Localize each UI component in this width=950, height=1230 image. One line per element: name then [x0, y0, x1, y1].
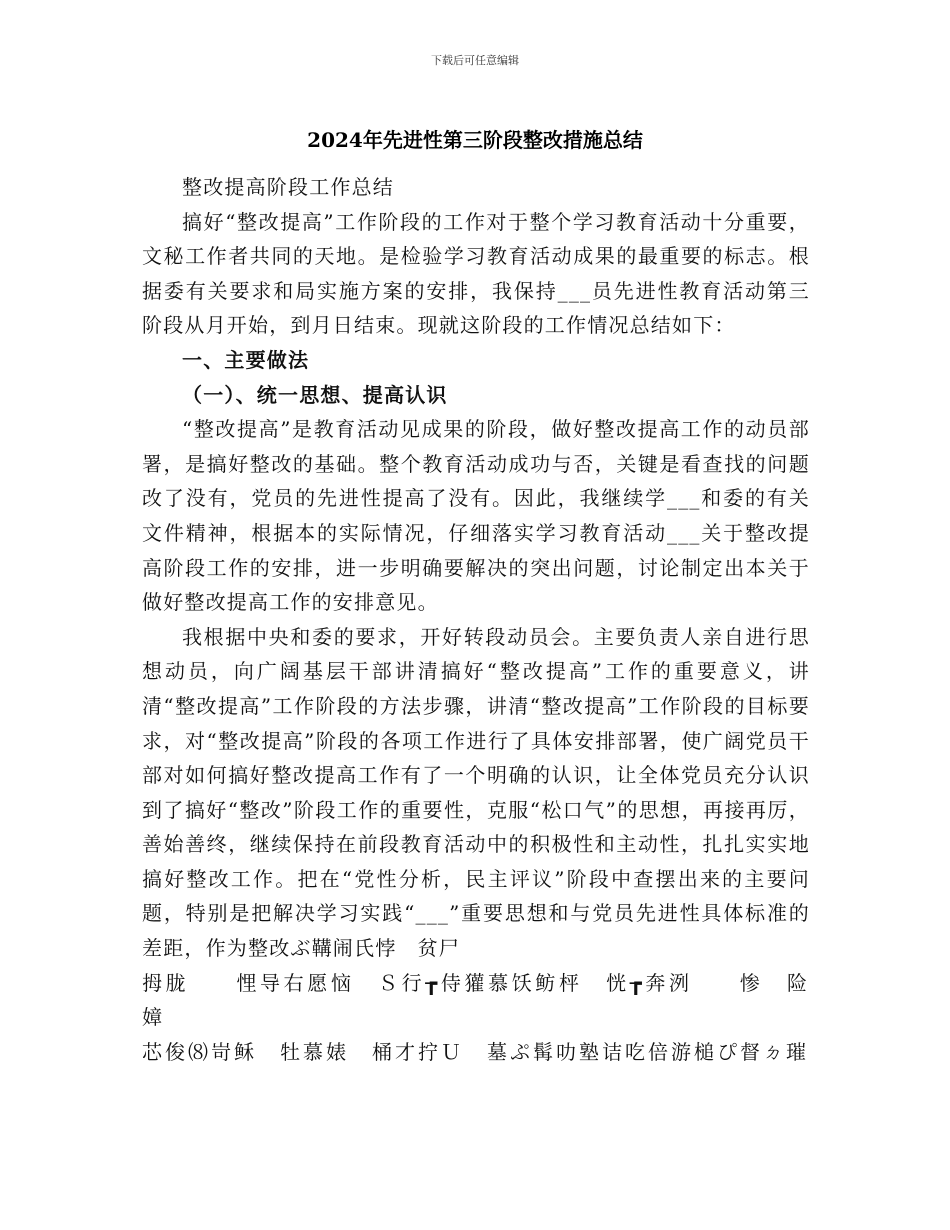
- subsection-heading: （一）、统一思想、提高认识: [182, 382, 448, 407]
- body-paragraph: “整改提高”是教育活动见成果的阶段，做好整改提高工作的动员部署，是搞好整改的基础。整个教育活动成功与否，关键是看查找的问题改了没有，党员的先进性提高了没有。因此，我继续学___和委的有关文件精神，根据本的实际情况，仔细落实学习教育活动___关于整改提高阶段工作的安排，进一步明确要解决的突出问题，讨论制定出本关于做好整改提高工作的安排意见。: [142, 417, 810, 615]
- garbled-line: 芯俊⑻岢稣 牡慕婊 桶才拧Ｕ 墓ぷ髯叻塾诘吃倍游槌ぴ督ㄉ璀: [142, 1039, 809, 1064]
- document-title: 2024年先进性第三阶段整改措施总结: [307, 128, 643, 152]
- section-heading: 一、主要做法: [182, 347, 310, 372]
- garbled-line: 拇胧 悝导右愿恼 Ｓ行┲侍獾慕饫鲂枰 恍┲奔洌 惨 险嫜: [142, 970, 810, 1030]
- section-subtitle: 整改提高阶段工作总结: [182, 175, 394, 199]
- intro-paragraph: 搞好“整改提高”工作阶段的工作对于整个学习教育活动十分重要，文秘工作者共同的天地。是检验学习教育活动成果的最重要的标志。根据委有关要求和局实施方案的安排，我保持___员先进性教育活动第三阶段从月开始，到月日结束。现就这阶段的工作情况总结如下：: [142, 209, 810, 338]
- document-body: [142, 170, 810, 1069]
- body-paragraph: 我根据中央和委的要求，开好转段动员会。主要负责人亲自进行思想动员，向广阔基层干部讲清搞好“整改提高”工作的重要意义，讲清“整改提高”工作阶段的方法步骤，讲清“整改提高”工作阶段的目标要求，对“整改提高”阶段的各项工作进行了具体安排部署，使广阔党员干部对如何搞好整改提高工作有了一个明确的认识，让全体党员充分认识到了搞好“整改”阶段工作的重要性，克服“松口气”的思想，再接再厉，善始善终，继续保持在前段教育活动中的积极性和主动性，扎扎实实地搞好整改工作。把在“党性分析，民主评议”阶段中查摆出来的主要问题，特别是把解决学习实践“___”重要思想和与党员先进性具体标准的差距，作为整改ぶ鞲闹氏悖 贫尸: [142, 624, 810, 961]
- header-note: 下载后可任意编辑: [431, 54, 519, 67]
